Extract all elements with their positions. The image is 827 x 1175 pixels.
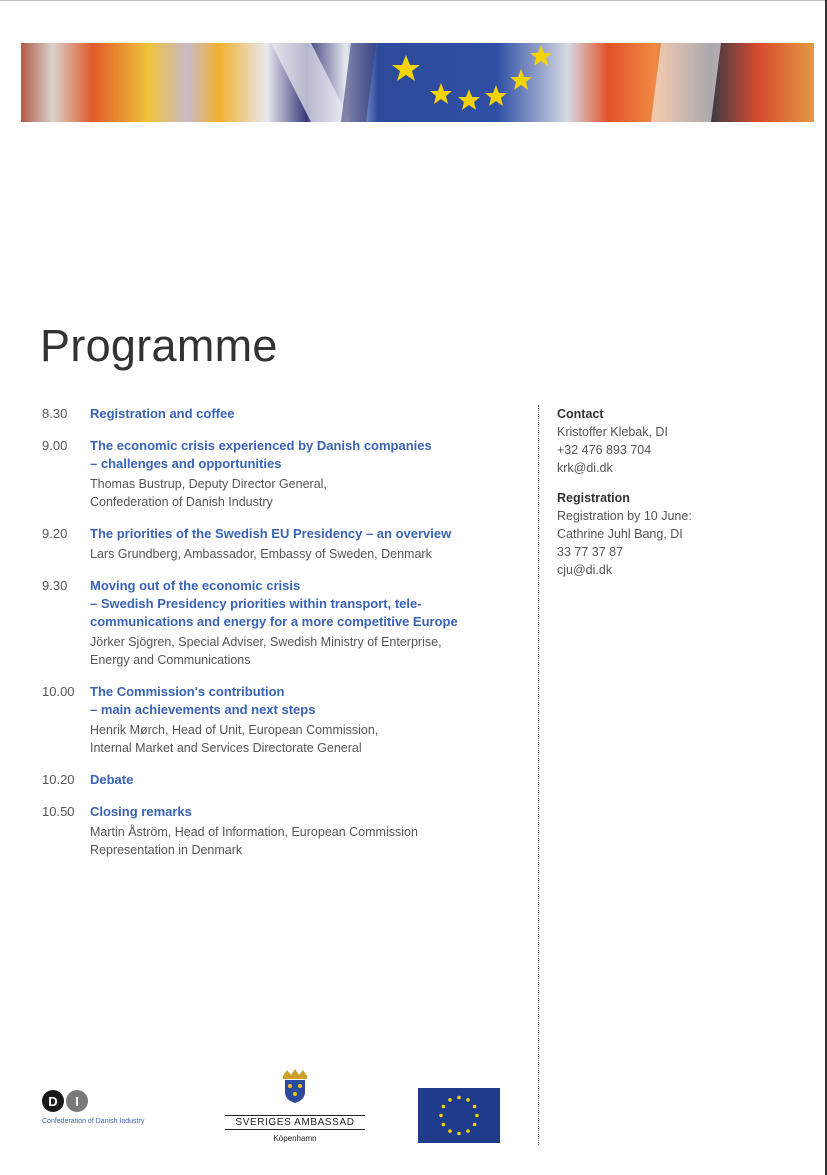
programme-title bbox=[90, 683, 512, 719]
programme-item bbox=[42, 683, 512, 757]
programme-content bbox=[90, 405, 512, 423]
programme-title-line: communications and energy for a more competitive Europe bbox=[90, 614, 458, 629]
contact-email[interactable]: krk@di.dk bbox=[557, 461, 613, 475]
programme-item bbox=[42, 803, 512, 859]
banner-flag-stars bbox=[21, 43, 814, 122]
programme-speaker-line: Henrik Mørch, Head of Unit, European Commission, bbox=[90, 723, 379, 737]
programme-speaker-line: Confederation of Danish Industry bbox=[90, 495, 273, 509]
swedish-embassy-logo bbox=[225, 1068, 365, 1143]
programme-time: 10.20 bbox=[42, 772, 75, 787]
programme-speaker bbox=[90, 633, 512, 669]
eu-star bbox=[448, 1129, 452, 1133]
di-logo-i: I bbox=[66, 1090, 88, 1112]
sidebar-info bbox=[557, 405, 797, 591]
page-top-edge bbox=[0, 0, 827, 1]
programme-title bbox=[90, 405, 512, 423]
programme-content bbox=[90, 683, 512, 757]
programme-speaker-line: Thomas Bustrup, Deputy Director General, bbox=[90, 477, 327, 491]
programme-speaker-line: Jörker Sjögren, Special Adviser, Swedish Ministry of Enterprise, bbox=[90, 635, 442, 649]
programme-time: 9.30 bbox=[42, 578, 68, 593]
flags-banner-image bbox=[21, 43, 814, 122]
programme-title-line: – main achievements and next steps bbox=[90, 702, 316, 717]
programme-title bbox=[90, 803, 512, 821]
crown-shield-icon bbox=[275, 1068, 315, 1104]
di-logo-caption: Confederation of Danish Industry bbox=[42, 1118, 145, 1125]
registration-email[interactable]: cju@di.dk bbox=[557, 563, 613, 577]
eu-star bbox=[466, 1098, 470, 1102]
eu-star bbox=[457, 1132, 461, 1136]
embassy-city: Köpenhamn bbox=[273, 1134, 317, 1143]
programme-speaker bbox=[90, 545, 512, 563]
registration-heading: Registration bbox=[557, 491, 630, 505]
registration-block bbox=[557, 489, 797, 579]
di-logo-d: D bbox=[42, 1090, 64, 1112]
programme-speaker bbox=[90, 823, 512, 859]
eu-flag-icon bbox=[418, 1088, 500, 1143]
eu-flag-stars bbox=[418, 1088, 500, 1143]
programme-speaker bbox=[90, 475, 512, 511]
eu-star bbox=[473, 1105, 477, 1109]
contact-phone: +32 476 893 704 bbox=[557, 443, 652, 457]
programme-title-line: The priorities of the Swedish EU Presidency – an overview bbox=[90, 526, 452, 541]
programme-content bbox=[90, 437, 512, 511]
eu-star bbox=[448, 1098, 452, 1102]
programme-title-line: Moving out of the economic crisis bbox=[90, 578, 301, 593]
programme-item bbox=[42, 437, 512, 511]
programme-speaker-line: Lars Grundberg, Ambassador, Embassy of Sweden, Denmark bbox=[90, 547, 432, 561]
programme-title-line: Registration and coffee bbox=[90, 406, 235, 421]
programme-title-line: The economic crisis experienced by Danish companies bbox=[90, 438, 432, 453]
programme-speaker-line: Energy and Communications bbox=[90, 653, 251, 667]
programme-title bbox=[90, 525, 512, 543]
programme-title-line: – challenges and opportunities bbox=[90, 456, 282, 471]
eu-star bbox=[473, 1123, 477, 1127]
eu-star bbox=[475, 1114, 479, 1118]
contact-block bbox=[557, 405, 797, 477]
programme-speaker bbox=[90, 721, 512, 757]
eu-star bbox=[439, 1114, 443, 1118]
programme-content bbox=[90, 577, 512, 669]
programme-speaker-line: Representation in Denmark bbox=[90, 843, 243, 857]
registration-phone: 33 77 37 87 bbox=[557, 545, 624, 559]
programme-content bbox=[90, 525, 512, 563]
eu-star bbox=[442, 1105, 446, 1109]
programme-list bbox=[42, 405, 512, 873]
column-divider bbox=[538, 405, 539, 1145]
programme-title-line: Debate bbox=[90, 772, 134, 787]
di-logo bbox=[42, 1090, 202, 1125]
programme-content bbox=[90, 771, 512, 789]
registration-name: Cathrine Juhl Bang, DI bbox=[557, 527, 683, 541]
programme-time: 10.00 bbox=[42, 684, 75, 699]
programme-speaker-line: Internal Market and Services Directorate General bbox=[90, 741, 362, 755]
eu-star bbox=[457, 1096, 461, 1100]
programme-item bbox=[42, 577, 512, 669]
programme-item bbox=[42, 405, 512, 423]
programme-title bbox=[90, 437, 512, 473]
page-title: Programme bbox=[40, 320, 278, 371]
contact-name: Kristoffer Klebak, DI bbox=[557, 425, 668, 439]
programme-speaker-line: Martin Åström, Head of Information, European Commission bbox=[90, 825, 418, 839]
eu-star bbox=[442, 1123, 446, 1127]
programme-item bbox=[42, 771, 512, 789]
programme-content bbox=[90, 803, 512, 859]
registration-deadline: Registration by 10 June: bbox=[557, 509, 692, 523]
programme-time: 8.30 bbox=[42, 406, 68, 421]
programme-title bbox=[90, 771, 512, 789]
programme-title-line: Closing remarks bbox=[90, 804, 192, 819]
contact-heading: Contact bbox=[557, 407, 604, 421]
programme-item bbox=[42, 525, 512, 563]
programme-time: 10.50 bbox=[42, 804, 75, 819]
programme-title-line: – Swedish Presidency priorities within transport, tele- bbox=[90, 596, 422, 611]
programme-title bbox=[90, 577, 512, 631]
programme-time: 9.20 bbox=[42, 526, 68, 541]
programme-time: 9.00 bbox=[42, 438, 68, 453]
programme-title-line: The Commission's contribution bbox=[90, 684, 285, 699]
embassy-name: SVERIGES AMBASSAD bbox=[225, 1115, 365, 1130]
eu-star bbox=[466, 1129, 470, 1133]
